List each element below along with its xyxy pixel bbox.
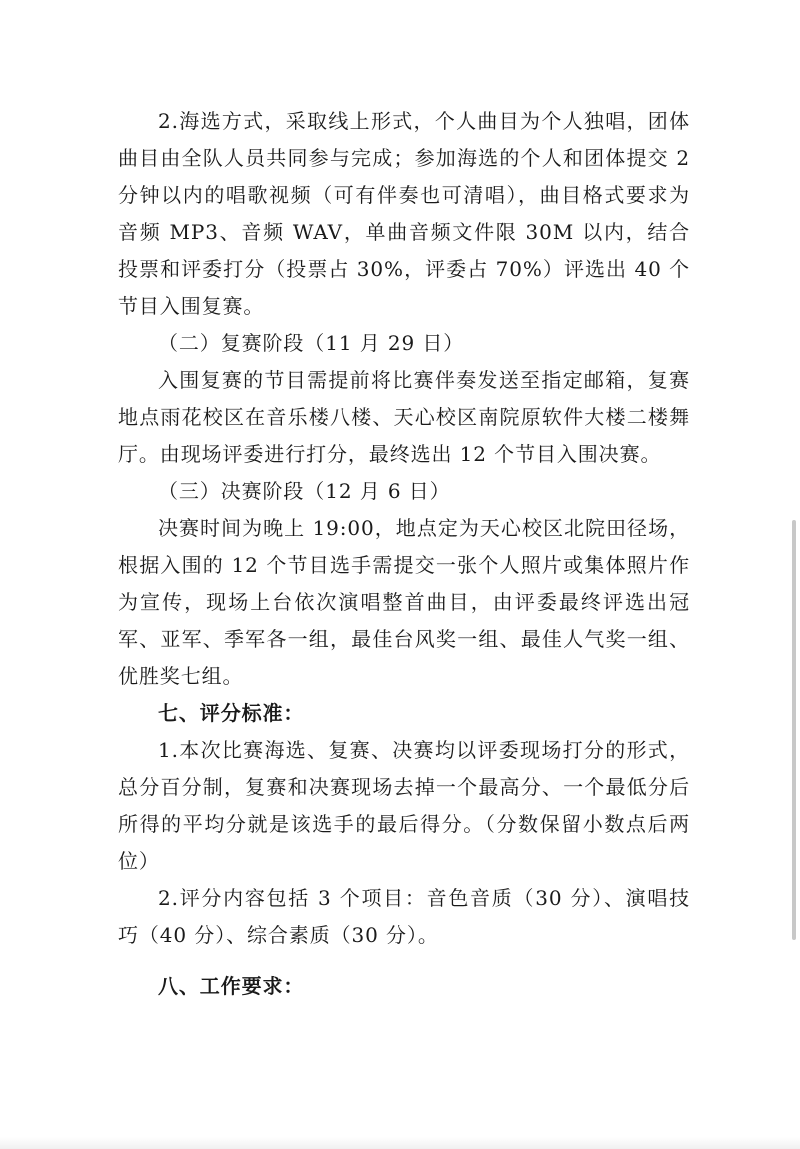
- paragraph-scoring-rule: 1.本次比赛海选、复赛、决赛均以评委现场打分的形式，总分百分制，复赛和决赛现场去掉一个最高分、一个最低分后所得的平均分就是该选手的最后得分。（分数保留小数点后两位）: [118, 738, 690, 873]
- final-stage-heading: （三）决赛阶段（12 月 6 日）: [158, 479, 451, 503]
- document-body: [118, 103, 690, 1005]
- scoring-criteria-heading: 七、评分标准：: [158, 701, 305, 725]
- semifinal-stage-heading: （二）复赛阶段（11 月 29 日）: [158, 331, 465, 355]
- paragraph-semifinal: 入围复赛的节目需提前将比赛伴奏发送至指定邮箱，复赛地点雨花校区在音乐楼八楼、天心校区南院原软件大楼二楼舞厅。由现场评委进行打分，最终选出 12 个节目入围决赛。: [118, 368, 690, 466]
- scrollbar[interactable]: [792, 520, 796, 940]
- work-requirements-heading: 八、工作要求：: [158, 974, 305, 998]
- page-bottom-edge: [0, 1137, 800, 1149]
- paragraph-scoring-items: 2.评分内容包括 3 个项目：音色音质（30 分）、演唱技巧（40 分）、综合素质（30 分）。: [118, 886, 690, 947]
- paragraph-final: 决赛时间为晚上 19:00，地点定为天心校区北院田径场，根据入围的 12 个节目选手需提交一张个人照片或集体照片作为宣传，现场上台依次演唱整首曲目，由评委最终评选出冠军、亚军、季军各一组，最佳台风奖一组、最佳人气奖一组、优胜奖七组。: [118, 516, 690, 688]
- paragraph-audition-method: 2.海选方式，采取线上形式，个人曲目为个人独唱，团体曲目由全队人员共同参与完成；参加海选的个人和团体提交 2 分钟以内的唱歌视频（可有伴奏也可清唱），曲目格式要求为音频 MP3、音频 WAV，单曲音频文件限 30M 以内，结合投票和评委打分（投票占 30%，评委占 70%）评选出 40 个节目入围复赛。: [118, 109, 690, 318]
